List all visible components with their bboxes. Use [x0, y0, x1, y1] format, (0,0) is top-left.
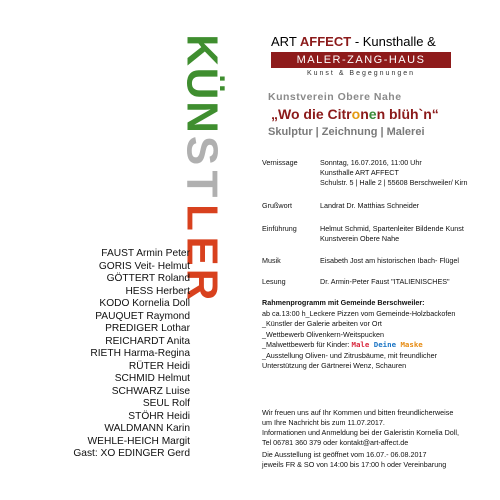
vertical-letter: Ü	[177, 67, 227, 100]
rahmen-line-malwettbewerb	[262, 340, 494, 351]
artist-name: WALDMANN Karin	[104, 423, 190, 434]
row-value-grusswort	[320, 201, 419, 211]
artist-name: RÜTER Heidi	[128, 360, 190, 372]
value-line: Sonntag, 16.07.2016, 11:00 Uhr	[320, 158, 422, 167]
artist-name: FAUST Armin Peter	[101, 248, 190, 259]
artist-list	[60, 248, 190, 461]
row-value-lesung	[320, 277, 450, 287]
mdm-word-3: Maske	[400, 340, 423, 349]
invite-line: Tel 06781 360 379 oder kontakt@art-affect.de	[262, 438, 409, 447]
artist-name: PAUQUET Raymond	[95, 310, 190, 322]
value-line: Eisabeth Jost am historischen Ibach- Flügel	[320, 256, 460, 265]
artist-name: SCHWARZ Luise	[111, 385, 190, 397]
motto-mid: n	[360, 106, 369, 122]
opening-hours	[262, 450, 494, 470]
row-label-grusswort: Grußwort	[262, 201, 292, 210]
row-label-musik: Musik	[262, 256, 281, 265]
mdm-word-2: Deine	[373, 340, 397, 349]
rahmen-line: _Wettbewerb Olivenkern-Weitspucken	[262, 329, 384, 339]
vertical-letter: K	[177, 34, 227, 66]
motto-part2: n blüh`n“	[376, 106, 439, 122]
verein-name: Kunstverein Obere Nahe	[268, 91, 402, 103]
value-line: Dr. Armin-Peter Faust "ITALIENISCHES"	[320, 277, 450, 286]
value-line: Landrat Dr. Matthias Schneider	[320, 201, 420, 210]
artist-name: KODO Kornelia Doll	[99, 298, 190, 309]
vertical-letter: E	[177, 236, 227, 266]
row-label-lesung: Lesung	[262, 277, 286, 286]
value-line: Kunstverein Obere Nahe	[320, 234, 400, 243]
artist-name: GORIS Veit- Helmut	[98, 260, 190, 272]
header-bar: MALER-ZANG-HAUS	[271, 52, 451, 68]
rahmen-line: ab ca.13:00 h_Leckere Pizzen vom Gemeinde-Holzbackofen	[262, 308, 456, 318]
artist-name: Gast: XO EDINGER Gerd	[73, 448, 190, 459]
vertical-letter: S	[177, 135, 227, 166]
header-title	[271, 34, 436, 49]
artist-name: RIETH Harma-Regina	[90, 348, 190, 359]
value-line: Kunsthalle ART AFFECT	[320, 168, 399, 177]
header-affect: AFFECT	[299, 34, 352, 49]
opening-line: jeweils FR & SO von 14:00 bis 17:00 h oder Vereinbarung	[262, 460, 447, 469]
motto-o2: e	[368, 106, 377, 122]
artist-name: PREDIGER Lothar	[105, 323, 190, 334]
mal-deine-maske	[352, 340, 423, 349]
value-line: Helmut Schmid, Spartenleiter Bildende Kunst	[320, 224, 464, 233]
vertical-letter: L	[177, 204, 227, 231]
rahmen-heading: Rahmenprogramm mit Gemeinde Berschweiler:	[262, 298, 425, 307]
motto-part1: „Wo die Citr	[271, 106, 352, 122]
rahmen-line: _Künstler der Galerie arbeiten vor Ort	[262, 319, 382, 328]
mdm-word-1: Male	[351, 340, 370, 349]
header-subtitle: Kunst & Begegnungen	[306, 70, 416, 77]
invite-line: Wir freuen uns auf Ihr Kommen und bitten freundlicherweise	[262, 408, 454, 417]
invite-line: um Ihre Nachricht bis zum 11.07.2017.	[262, 418, 385, 427]
vertical-letter: R	[177, 268, 227, 301]
vertical-letter: T	[177, 170, 227, 198]
rahmen-line: Unterstützung der Gärtnerei Wenz, Schauren	[262, 361, 407, 370]
rahmenprogramm	[262, 298, 494, 372]
rahmen-line: _Malwettbewerb für Kinder:	[262, 340, 350, 349]
disciplines: Skulptur | Zeichnung | Malerei	[268, 126, 425, 138]
artist-name: WEHLE-HEICH Margit	[87, 435, 190, 447]
row-value-musik	[320, 256, 459, 266]
value-line: Schulstr. 5 | Halle 2 | 55608 Berschweiler/ Kirn	[320, 178, 468, 187]
artist-name: STÖHR Heidi	[128, 410, 190, 422]
invitation-text	[262, 408, 494, 448]
artist-name: GÖTTERT Roland	[106, 273, 190, 284]
vertical-letter: N	[177, 101, 227, 133]
artist-name: HESS Herbert	[125, 285, 190, 297]
artist-name: SCHMID Helmut	[114, 373, 190, 384]
invite-line: Informationen und Anmeldung bei der Galeristin Kornelia Doll,	[262, 428, 459, 437]
artist-name: REICHARDT Anita	[105, 335, 190, 347]
row-label-vernissage: Vernissage	[262, 158, 298, 167]
rahmen-line: _Ausstellung Oliven- und Zitrusbäume, mit freundlicher	[262, 350, 437, 360]
motto-title	[271, 106, 439, 122]
motto-o1: o	[351, 106, 361, 122]
artist-name: SEUL Rolf	[142, 398, 190, 409]
row-value-vernissage	[320, 158, 468, 188]
header-art: ART	[271, 34, 297, 49]
opening-line: Die Ausstellung ist geöffnet vom 16.07.- 06.08.2017	[262, 450, 427, 459]
header-kunsthalle: - Kunsthalle &	[354, 34, 436, 49]
row-value-einfuehrung	[320, 224, 464, 244]
row-label-einfuehrung: Einführung	[262, 224, 297, 233]
